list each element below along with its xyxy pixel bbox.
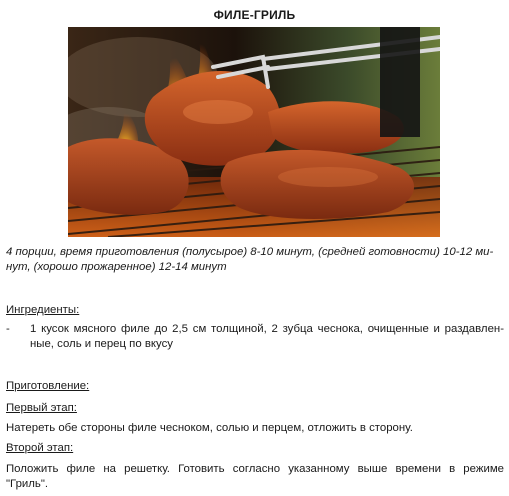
ingredients-line-2: ные, соль и перец по вкусу	[30, 338, 173, 350]
stage2-heading: Второй этап:	[6, 442, 74, 454]
ingredients-heading: Ингредиенты:	[6, 304, 80, 316]
stage1-heading: Первый этап:	[6, 402, 77, 414]
bullet-dash: -	[6, 323, 10, 335]
recipe-title: ФИЛЕ-ГРИЛЬ	[213, 8, 296, 22]
stage2-line-1: Положить филе на решетку. Готовить согласно указанному выше времени в режиме	[6, 463, 504, 475]
stage2-text	[6, 462, 504, 492]
stage2-line-2: "Гриль".	[6, 478, 49, 490]
intro-line-2: нут, (хорошо прожаренное) 12-14 минут	[6, 261, 227, 273]
ingredients-line-1: 1 кусок мясного филе до 2,5 см толщиной, 2 зубца чеснока, очищенные и раздавлен-	[30, 323, 504, 335]
preparation-heading: Приготовление:	[6, 380, 90, 392]
ingredients-text	[30, 322, 504, 352]
intro-line-1: 4 порции, время приготовления (полусырое) 8-10 минут, (средней готовности) 10-12 ми-	[6, 246, 494, 258]
stage1-text: Натереть обе стороны филе чесноком, солью и перцем, отложить в сторону.	[6, 422, 413, 434]
grilled-steak-photo	[68, 27, 440, 237]
recipe-intro	[6, 245, 504, 275]
